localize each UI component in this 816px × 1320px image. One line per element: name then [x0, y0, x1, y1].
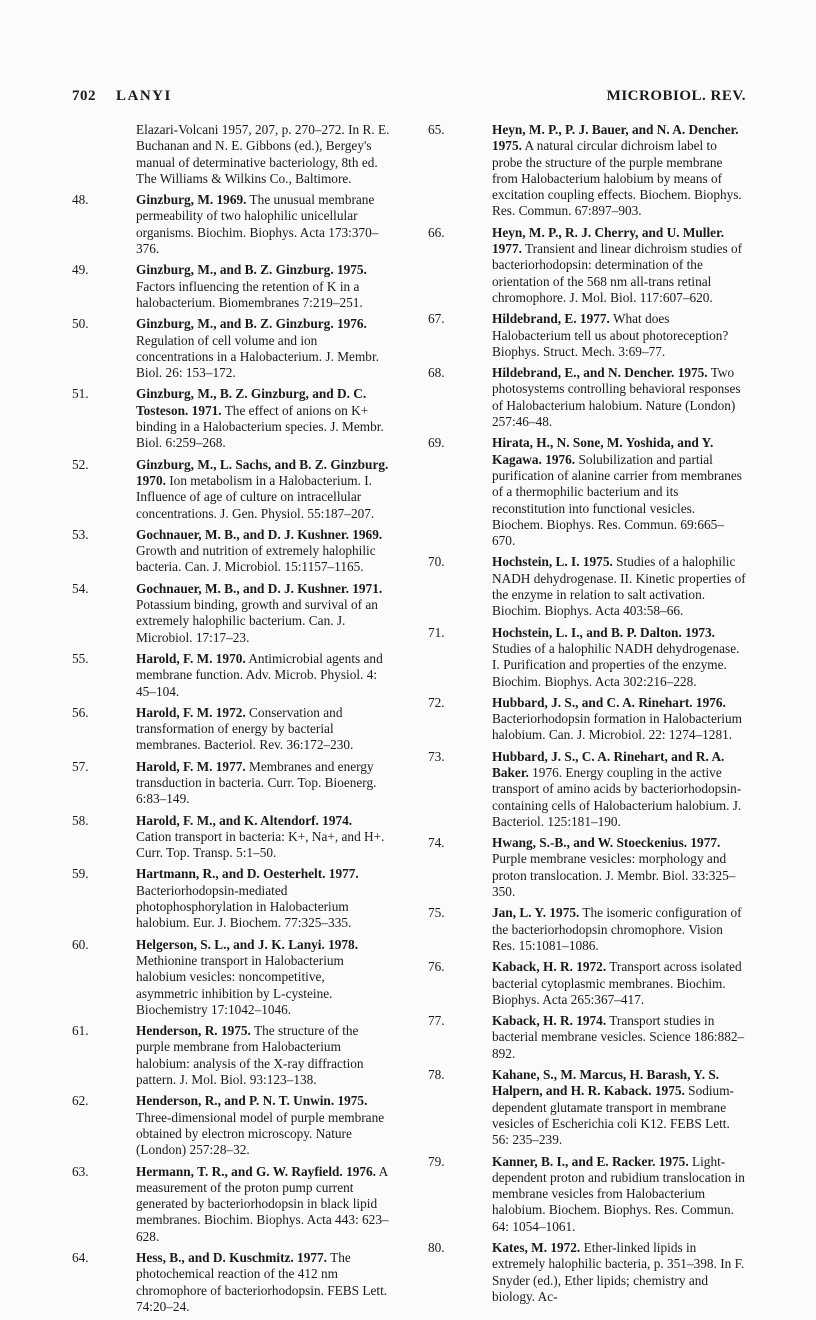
reference-number: 62.	[72, 1093, 89, 1109]
reference-text: 1976. Energy coupling in the active transport of amino acids by bacteriorhodopsin-containing cells of Halobacterium halobium. J. Bacteriol. 125:181–190.	[492, 764, 742, 829]
reference-text: The isomeric configuration of the bacteriorhodopsin chromophore. Vision Res. 15:1081–1086.	[492, 905, 742, 953]
reference-text: Methionine transport in Halobacterium halobium vesicles: noncompetitive, asymmetric inhibition by L-cysteine. Biochemistry 17:1042–1046.	[136, 952, 344, 1017]
right-reference-list	[428, 122, 746, 1305]
reference-authors: Hildebrand, E. 1977.	[492, 311, 610, 327]
left-reference-list	[72, 192, 390, 1315]
reference-text: Membranes and energy transduction in bacteria. Curr. Top. Bioenerg. 6:83–149.	[136, 758, 377, 807]
reference-authors: Gochnauer, M. B., and D. J. Kushner. 1971.	[136, 580, 383, 596]
reference-authors: Henderson, R. 1975.	[136, 1023, 251, 1039]
reference-entry	[72, 759, 390, 808]
reference-authors: Ginzburg, M., B. Z. Ginzburg, and D. C. Tosteson. 1971.	[136, 386, 367, 418]
reference-authors: Harold, F. M., and K. Altendorf. 1974.	[136, 812, 353, 828]
reference-number: 71.	[428, 624, 445, 640]
reference-entry	[72, 705, 390, 754]
page-header	[72, 88, 746, 110]
reference-text: Three-dimensional model of purple membrane obtained by electron microscopy. Nature (London) 257:28–32.	[136, 1109, 385, 1158]
reference-entry	[428, 1067, 746, 1148]
reference-entry	[72, 581, 390, 646]
reference-number: 60.	[72, 936, 89, 952]
reference-number: 64.	[72, 1250, 89, 1265]
reference-authors: Hochstein, L. I., and B. P. Dalton. 1973.	[492, 624, 716, 640]
reference-number: 67.	[428, 311, 445, 327]
reference-authors: Heyn, M. P., P. J. Bauer, and N. A. Dencher. 1975.	[492, 122, 739, 154]
reference-text: Transient and linear dichroism studies of bacteriorhodopsin: determination of the orientation of the 568 nm all-trans retinal chromophore. J. Mol. Biol. 117:607–620.	[492, 241, 743, 305]
reference-text: Transport across isolated bacterial cytoplasmic membranes. Biochim. Biophys. Acta 265:367–417.	[492, 959, 742, 1007]
reference-text: A natural circular dichroism label to probe the structure of the purple membrane from Halobacterium halobium by means of excitation coupling effects. Biochem. Biophys. Res. Commun. 67:897–903.	[492, 138, 742, 219]
left-column	[72, 122, 390, 1320]
reference-text: The photochemical reaction of the 412 nm chromophore of bacteriorhodopsin. FEBS Lett. 74:20–24.	[136, 1250, 388, 1314]
reference-entry	[72, 937, 390, 1018]
reference-text: What does Halobacterium tell us about photoreception? Biophys. Struct. Mech. 3:69–77.	[492, 311, 729, 359]
reference-entry	[428, 554, 746, 619]
reference-entry	[428, 959, 746, 1008]
reference-number: 61.	[72, 1023, 89, 1039]
reference-text: Potassium binding, growth and survival of an extremely halophilic bacterium. Can. J. Microbiol. 17:17–23.	[136, 597, 378, 645]
reference-entry	[72, 386, 390, 451]
reference-authors: Ginzburg, M. 1969.	[136, 192, 247, 208]
reference-authors: Hildebrand, E., and N. Dencher. 1975.	[492, 365, 708, 381]
reference-text: Cation transport in bacteria: K+, Na+, and H+. Curr. Top. Transp. 5:1–50.	[136, 828, 385, 861]
reference-entry	[72, 527, 390, 576]
reference-number: 65.	[428, 122, 445, 137]
reference-entry	[428, 749, 746, 830]
reference-authors: Kanner, B. I., and E. Racker. 1975.	[492, 1153, 689, 1169]
reference-number: 54.	[72, 580, 89, 596]
reference-text: Bacteriorhodopsin formation in Halobacterium halobium. Can. J. Microbiol. 22: 1274–1281.	[492, 711, 742, 743]
reference-entry	[72, 1250, 390, 1315]
reference-entry	[72, 1093, 390, 1158]
reference-number: 50.	[72, 316, 89, 332]
reference-entry	[428, 625, 746, 690]
reference-entry	[72, 1023, 390, 1088]
reference-number: 48.	[72, 192, 89, 208]
reference-entry	[428, 695, 746, 744]
reference-text: A measurement of the proton pump current generated by bacteriorhodopsin in black lipid membranes. Biochim. Biophys. Acta 443: 623–628.	[136, 1163, 389, 1244]
reference-entry	[428, 905, 746, 954]
reference-text: Sodium-dependent glutamate transport in membrane vesicles of Escherichia coli K12. FEBS Lett. 56: 235–239.	[492, 1083, 734, 1148]
reference-text: Antimicrobial agents and membrane function. Adv. Microb. Physiol. 4: 45–104.	[136, 650, 383, 699]
reference-entry	[428, 1240, 746, 1305]
reference-text: Studies of a halophilic NADH dehydrogenase. I. Purification and properties of the enzyme. Biochim. Biophys. Acta 302:216–228.	[492, 640, 740, 689]
reference-authors: Harold, F. M. 1977.	[136, 758, 246, 774]
reference-number: 58.	[72, 812, 89, 828]
reference-text: Regulation of cell volume and ion concentrations in a Halobacterium. J. Membr. Biol. 26: 153–172.	[136, 332, 379, 381]
reference-entry	[428, 1154, 746, 1235]
reference-number: 66.	[428, 224, 445, 240]
reference-authors: Jan, L. Y. 1975.	[492, 905, 580, 921]
reference-number: 57.	[72, 758, 89, 774]
reference-entry	[72, 192, 390, 257]
running-journal: MICROBIOL. REV.	[606, 88, 746, 104]
reference-entry	[72, 262, 390, 311]
reference-number: 76.	[428, 959, 445, 975]
reference-number: 52.	[72, 456, 89, 472]
reference-authors: Kaback, H. R. 1972.	[492, 959, 607, 975]
reference-authors: Hess, B., and D. Kuschmitz. 1977.	[136, 1250, 327, 1265]
reference-authors: Hartmann, R., and D. Oesterhelt. 1977.	[136, 866, 359, 882]
reference-continuation: Elazari-Volcani 1957, 207, p. 270–272. In R. E. Buchanan and N. E. Gibbons (ed.), Bergey's manual of determinative bacteriology, 8th ed. The Williams & Wilkins Co., Baltimore.	[136, 122, 390, 186]
reference-authors: Kaback, H. R. 1974.	[492, 1013, 607, 1029]
reference-number: 72.	[428, 694, 445, 710]
right-column	[428, 122, 746, 1310]
reference-number: 74.	[428, 835, 445, 851]
reference-text: The effect of anions on K+ binding in a Halobacterium species. J. Membr. Biol. 6:259–268.	[136, 402, 384, 451]
reference-text: Factors influencing the retention of K in a halobacterium. Biomembranes 7:219–251.	[136, 278, 363, 310]
reference-text: Conservation and transformation of energy by bacterial membranes. Bacteriol. Rev. 36:172–230.	[136, 704, 354, 753]
reference-authors: Ginzburg, M., and B. Z. Ginzburg. 1976.	[136, 316, 367, 332]
reference-text: Two photosystems controlling behavioral responses of Halobacterium halobium. Nature (London) 257:46–48.	[492, 365, 741, 430]
reference-text: Ion metabolism in a Halobacterium. I. Influence of age of culture on intracellular concentrations. J. Gen. Physiol. 55:187–207.	[136, 472, 375, 521]
reference-number: 78.	[428, 1067, 445, 1083]
reference-number: 70.	[428, 554, 445, 570]
reference-authors: Hwang, S.-B., and W. Stoeckenius. 1977.	[492, 835, 721, 851]
reference-number: 63.	[72, 1163, 89, 1179]
reference-entry	[428, 435, 746, 549]
reference-entry	[72, 651, 390, 700]
reference-authors: Hirata, H., N. Sone, M. Yoshida, and Y. Kagawa. 1976.	[492, 435, 714, 467]
reference-text: Solubilization and partial purification of alanine carrier from membranes of a thermophilic bacterium and its reconstitution into functional vesicles. Biochem. Biophys. Res. Commun. 69:665–670.	[492, 451, 742, 549]
reference-entry	[428, 835, 746, 900]
reference-authors: Hubbard, J. S., and C. A. Rinehart. 1976.	[492, 694, 726, 710]
reference-text: The structure of the purple membrane from Halobacterium halobium: analysis of the X-ray diffraction pattern. J. Mol. Biol. 93:123–138.	[136, 1023, 364, 1088]
reference-number: 73.	[428, 748, 445, 764]
reference-authors: Harold, F. M. 1972.	[136, 704, 246, 720]
reference-text: Light-dependent proton and rubidium translocation in membrane vesicles from Halobacterium halobium. Biochem. Biophys. Res. Commun. 64: 1054–1061.	[492, 1153, 745, 1234]
reference-number: 56.	[72, 704, 89, 720]
reference-text: Studies of a halophilic NADH dehydrogenase. II. Kinetic properties of the enzyme in relation to salt activation. Biochim. Biophys. Acta 403:58–66.	[492, 554, 746, 619]
reference-text: Growth and nutrition of extremely halophilic bacteria. Can. J. Microbiol. 15:1157–1165.	[136, 543, 376, 575]
reference-entry	[72, 1164, 390, 1245]
reference-entry	[428, 1013, 746, 1062]
page-number: 702	[72, 88, 96, 104]
reference-number: 59.	[72, 866, 89, 882]
reference-number: 69.	[428, 435, 445, 451]
reference-authors: Hubbard, J. S., C. A. Rinehart, and R. A. Baker.	[492, 748, 725, 780]
reference-authors: Gochnauer, M. B., and D. J. Kushner. 1969.	[136, 526, 383, 542]
reference-text: Purple membrane vesicles: morphology and proton translocation. J. Membr. Biol. 33:325–350.	[492, 851, 736, 900]
reference-authors: Ginzburg, M., and B. Z. Ginzburg. 1975.	[136, 262, 367, 278]
reference-entry	[428, 225, 746, 306]
reference-text: The unusual membrane permeability of two halophilic unicellular organisms. Biochim. Biophys. Acta 173:370–376.	[136, 192, 379, 257]
reference-entry	[428, 365, 746, 430]
reference-text: Transport studies in bacterial membrane vesicles. Science 186:882–892.	[492, 1013, 745, 1061]
reference-authors: Heyn, M. P., R. J. Cherry, and U. Muller. 1977.	[492, 224, 725, 257]
reference-number: 53.	[72, 526, 89, 542]
reference-number: 49.	[72, 262, 89, 278]
reference-authors: Harold, F. M. 1970.	[136, 650, 246, 666]
running-author: LANYI	[116, 88, 172, 104]
reference-authors: Helgerson, S. L., and J. K. Lanyi. 1978.	[136, 936, 359, 952]
reference-number: 68.	[428, 365, 445, 381]
reference-authors: Ginzburg, M., L. Sachs, and B. Z. Ginzburg. 1970.	[136, 456, 389, 488]
reference-authors: Kahane, S., M. Marcus, H. Barash, Y. S. Halpern, and H. R. Kaback. 1975.	[492, 1067, 720, 1099]
reference-entry	[72, 457, 390, 522]
reference-number: 75.	[428, 905, 445, 921]
reference-number: 79.	[428, 1153, 445, 1169]
reference-number: 51.	[72, 386, 89, 402]
reference-entry	[72, 813, 390, 862]
reference-entry	[428, 311, 746, 360]
reference-number: 77.	[428, 1013, 445, 1029]
reference-authors: Kates, M. 1972.	[492, 1240, 581, 1255]
reference-number: 80.	[428, 1240, 445, 1255]
reference-text: Ether-linked lipids in extremely halophilic bacteria, p. 351–398. In F. Snyder (ed.), Ether lipids; chemistry and biology. Ac-	[492, 1240, 745, 1304]
reference-number: 55.	[72, 650, 89, 666]
reference-text: Bacteriorhodopsin-mediated photophosphorylation in Halobacterium halobium. Eur. J. Biochem. 77:325–335.	[136, 882, 352, 931]
reference-entry	[72, 866, 390, 931]
reference-authors: Henderson, R., and P. N. T. Unwin. 1975.	[136, 1093, 368, 1109]
reference-entry	[72, 316, 390, 381]
reference-entry	[428, 122, 746, 220]
reference-authors: Hermann, T. R., and G. W. Rayfield. 1976.	[136, 1163, 376, 1179]
reference-authors: Hochstein, L. I. 1975.	[492, 554, 613, 570]
